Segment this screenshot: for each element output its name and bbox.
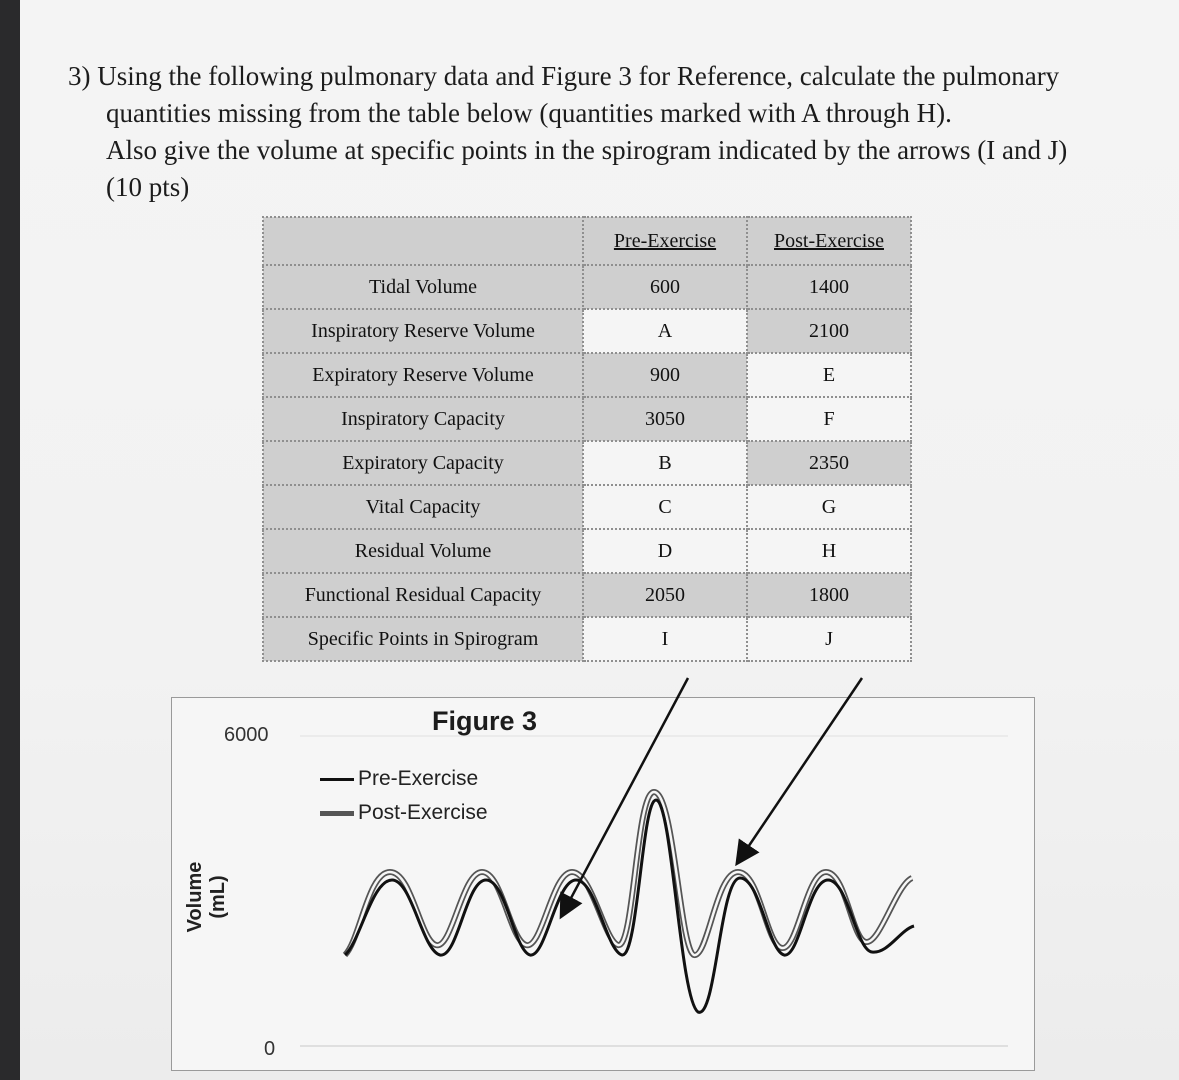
row-label: Expiratory Reserve Volume — [263, 353, 583, 397]
row-label: Inspiratory Capacity — [263, 397, 583, 441]
y-axis-label: Volume (mL) — [184, 861, 229, 933]
y-tick-6000: 6000 — [224, 724, 269, 746]
post-value: 2100 — [747, 309, 911, 353]
arrow-J — [738, 678, 862, 862]
row-label: Specific Points in Spirogram — [263, 617, 583, 661]
row-label: Tidal Volume — [263, 265, 583, 309]
post-value: H — [747, 529, 911, 573]
pre-value: 2050 — [583, 573, 747, 617]
post-value: 2350 — [747, 441, 911, 485]
row-label: Inspiratory Reserve Volume — [263, 309, 583, 353]
header-post-exercise: Post-Exercise — [747, 217, 911, 265]
pre-value: I — [583, 617, 747, 661]
post-value: 1400 — [747, 265, 911, 309]
post-value: 1800 — [747, 573, 911, 617]
pre-value: C — [583, 485, 747, 529]
post-value: G — [747, 485, 911, 529]
legend-label-post: Post-Exercise — [358, 801, 488, 824]
pre-value: 600 — [583, 265, 747, 309]
pre-value: D — [583, 529, 747, 573]
post-value: E — [747, 353, 911, 397]
question-line-4: (10 pts) — [106, 172, 190, 202]
post-value: F — [747, 397, 911, 441]
pre-value: A — [583, 309, 747, 353]
post-value: J — [747, 617, 911, 661]
question-line-3: Also give the volume at specific points in the spirogram indicated by the arrows (I and J) — [106, 135, 1068, 165]
row-label: Residual Volume — [263, 529, 583, 573]
pre-value: B — [583, 441, 747, 485]
row-label: Expiratory Capacity — [263, 441, 583, 485]
question-line-2: quantities missing from the table below (quantities marked with A through H). — [106, 98, 952, 128]
post-exercise-trace — [345, 792, 912, 955]
row-label: Vital Capacity — [263, 485, 583, 529]
question-line-1: 3) Using the following pulmonary data and Figure 3 for Reference, calculate the pulmonary — [68, 61, 1060, 91]
arrow-I — [562, 678, 688, 915]
pre-value: 900 — [583, 353, 747, 397]
y-tick-0: 0 — [264, 1038, 276, 1060]
legend-label-pre: Pre-Exercise — [358, 767, 479, 790]
header-pre-exercise: Pre-Exercise — [583, 217, 747, 265]
row-label: Functional Residual Capacity — [263, 573, 583, 617]
figure-title: Figure 3 — [432, 706, 538, 736]
pre-value: 3050 — [583, 397, 747, 441]
